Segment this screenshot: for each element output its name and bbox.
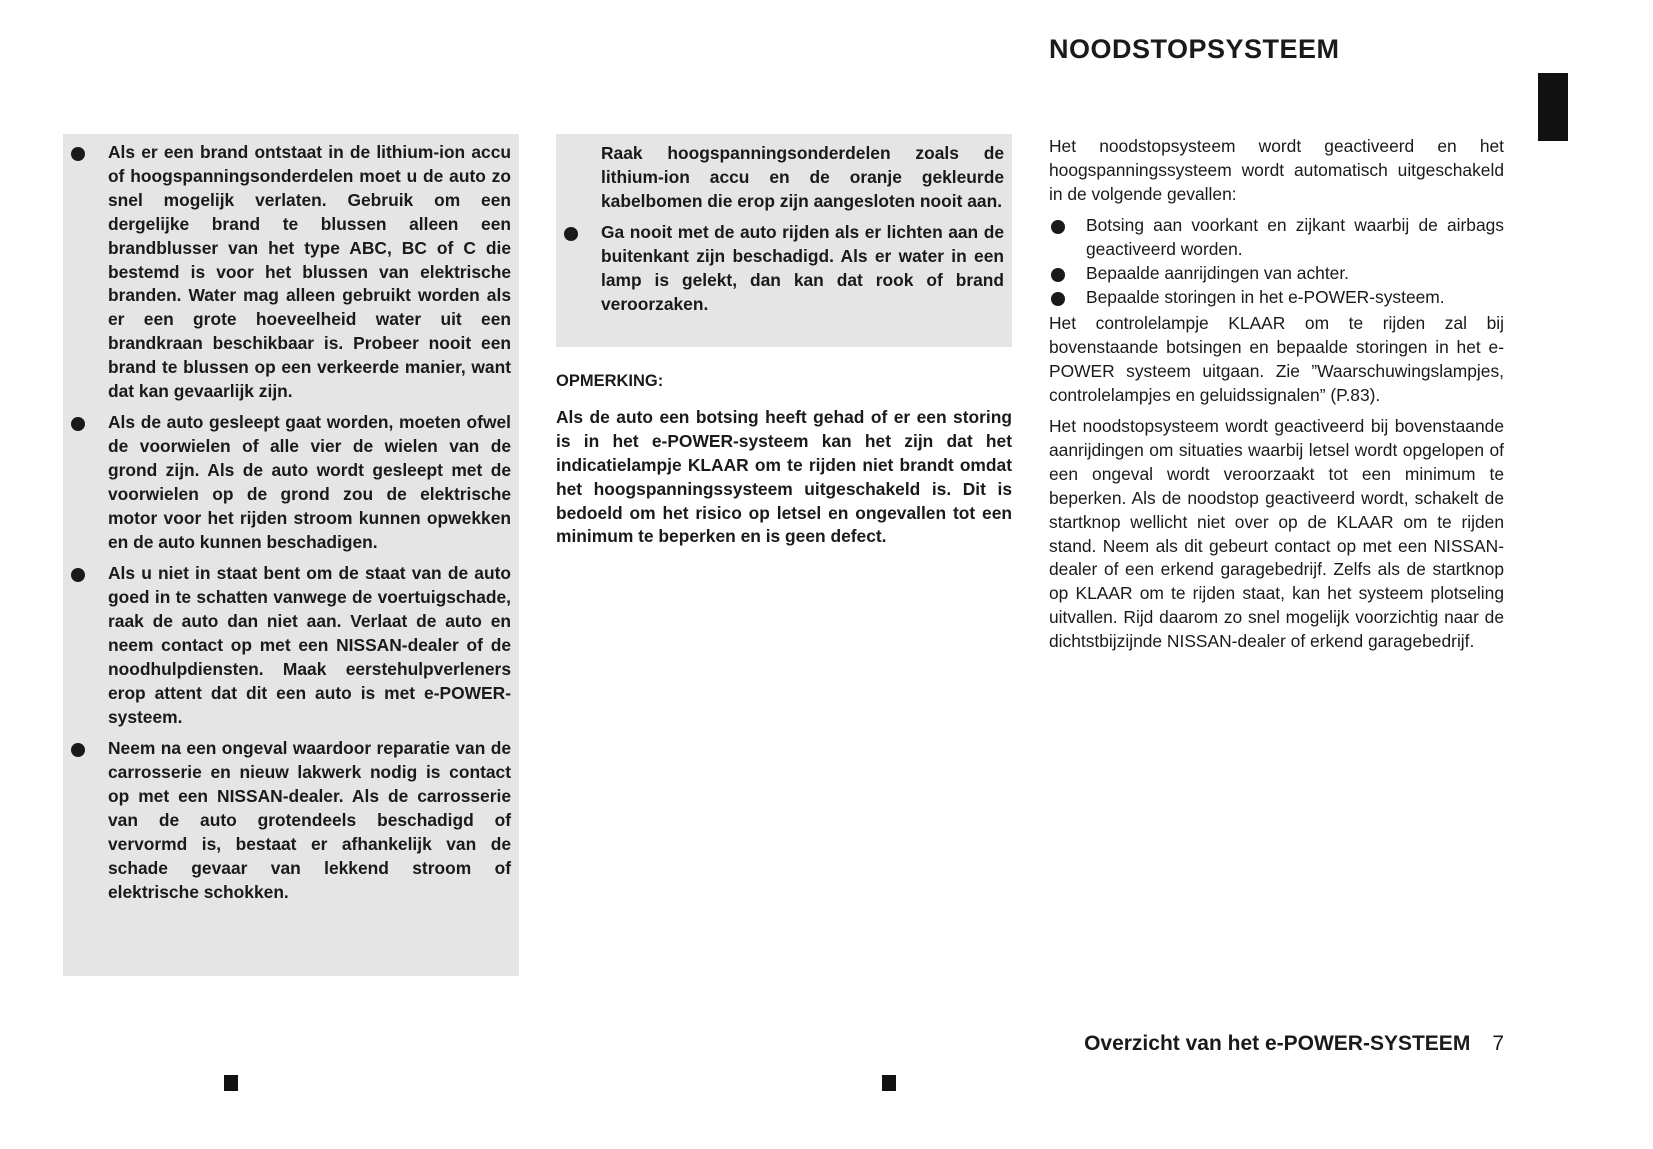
item-text: Als u niet in staat bent om de staat van de auto goed in te schatten vanwege de voertuigschade, raak de auto dan niet aan. Verlaat de auto en neem contact op met een NISSAN-dealer of de noodhulpdiensten. Maak eerstehulpverleners erop attent dat dit een auto is met e-POWER-systeem. [108, 563, 511, 727]
section-tab-marker [1538, 73, 1568, 141]
footer-section-title: Overzicht van het e-POWER-SYSTEEM [1084, 1032, 1471, 1055]
item-text: Neem na een ongeval waardoor reparatie van de carrosserie en nieuw lakwerk nodig is contact op met een NISSAN-dealer. Als de carrosserie van de auto grotendeels beschadigd of vervormd is, bestaat er afhankelijk van de schade gevaar van lekkend stroom of elektrische schokken. [108, 738, 511, 902]
bullet-icon [1051, 220, 1065, 234]
bullet-icon [71, 743, 85, 757]
item-text: Als er een brand ontstaat in de lithium-ion accu of hoogspanningsonderdelen moet u de auto zo snel mogelijk verlaten. Gebruik om een dergelijke brand te blussen alleen een brandblusser van het type ABC, BC of C die bestemd is voor het blussen van elektrische branden. Water mag alleen gebruikt worden als er een grote hoeveelheid water uit een brandkraan beschikbaar is. Probeer nooit een brand te blussen op een verkeerde manier, want dat kan gevaarlijk zijn. [108, 142, 511, 402]
page-title: NOODSTOPSYSTEEM [1049, 34, 1340, 64]
body-column [1049, 135, 1504, 662]
list-item [556, 221, 1004, 317]
list-item [63, 562, 511, 729]
item-text: Botsing aan voorkant en zijkant waarbij de airbags geactiveerd worden. [1086, 215, 1504, 260]
note-block [556, 348, 1012, 557]
bullet-icon [71, 417, 85, 431]
crop-mark [882, 1075, 896, 1091]
paragraph: Het noodstopsysteem wordt geactiveerd bij bovenstaande aanrijdingen om situaties waarbij letsel wordt opgelopen of een ongeval wordt veroorzaakt tot een minimum te beperken. Als de noodstop geactiveerd wordt, schakelt de startknop wellicht niet over op de KLAAR om te rijden stand. Neem als dit gebeurt contact op met een NISSAN-dealer of een erkend garagebedrijf. Zelfs als de startknop op KLAAR om te rijden staat, kan het systeem plotseling uitvallen. Rijd daarom zo snel mogelijk voorzichtig naar de dichtstbijzijnde NISSAN-dealer of erkend garagebedrijf. [1049, 415, 1504, 652]
warning-list-1 [63, 141, 511, 912]
crop-mark [224, 1075, 238, 1091]
item-text: Als de auto gesleept gaat worden, moeten ofwel de voorwielen of alle vier de wielen van de grond zijn. Als de auto wordt gesleept met de voorwielen op de grond zou de elektrische motor voor het rijden stroom kunnen opwekken en de auto kunnen beschadigen. [108, 412, 511, 552]
item-text: Ga nooit met de auto rijden als er lichten aan de buitenkant zijn beschadigd. Als er water in een lamp is gelekt, dan kan dat rook of brand veroorzaken. [601, 222, 1004, 314]
list-item [63, 141, 511, 404]
item-text: Bepaalde storingen in het e-POWER-systeem. [1086, 286, 1445, 307]
list-item [63, 411, 511, 554]
paragraph: Het controlelampje KLAAR om te rijden zal bij bovenstaande botsingen en bepaalde storingen in het e-POWER systeem uitgaan. Zie ”Waarschuwingslampjes, controlelampjes en geluidssignalen” (P.83). [1049, 312, 1504, 405]
bullet-icon [71, 568, 85, 582]
bullet-icon [71, 147, 85, 161]
list-item-continued [556, 142, 1004, 214]
bullet-icon [1051, 268, 1065, 282]
note-heading: OPMERKING: [556, 372, 664, 390]
item-text: Raak hoogspanningsonderdelen zoals de lithium-ion accu en de oranje gekleurde kabelbomen die erop zijn aangesloten nooit aan. [601, 143, 1004, 211]
warning-list-2 [556, 142, 1004, 324]
list-item [63, 737, 511, 904]
item-text: Bepaalde aanrijdingen van achter. [1086, 263, 1349, 284]
list-item [1049, 262, 1504, 286]
bullet-icon [1051, 292, 1065, 306]
page-number: 7 [1492, 1032, 1504, 1055]
note-text: Als de auto een botsing heeft gehad of er een storing is in het e-POWER-systeem kan het zijn dat het indicatielampje KLAAR om te rijden niet brandt omdat het hoogspanningssysteem uitgeschakeld is. Dit is bedoeld om het risico op letsel en ongevallen tot een minimum te beperken en is geen defect. [556, 406, 1012, 547]
page-footer [1084, 1032, 1504, 1056]
intro-paragraph: Het noodstopsysteem wordt geactiveerd en het hoogspanningssysteem wordt automatisch uitgeschakeld in de volgende gevallen: [1049, 136, 1504, 204]
list-item [1049, 214, 1504, 262]
bullet-icon [564, 227, 578, 241]
list-item [1049, 286, 1504, 310]
